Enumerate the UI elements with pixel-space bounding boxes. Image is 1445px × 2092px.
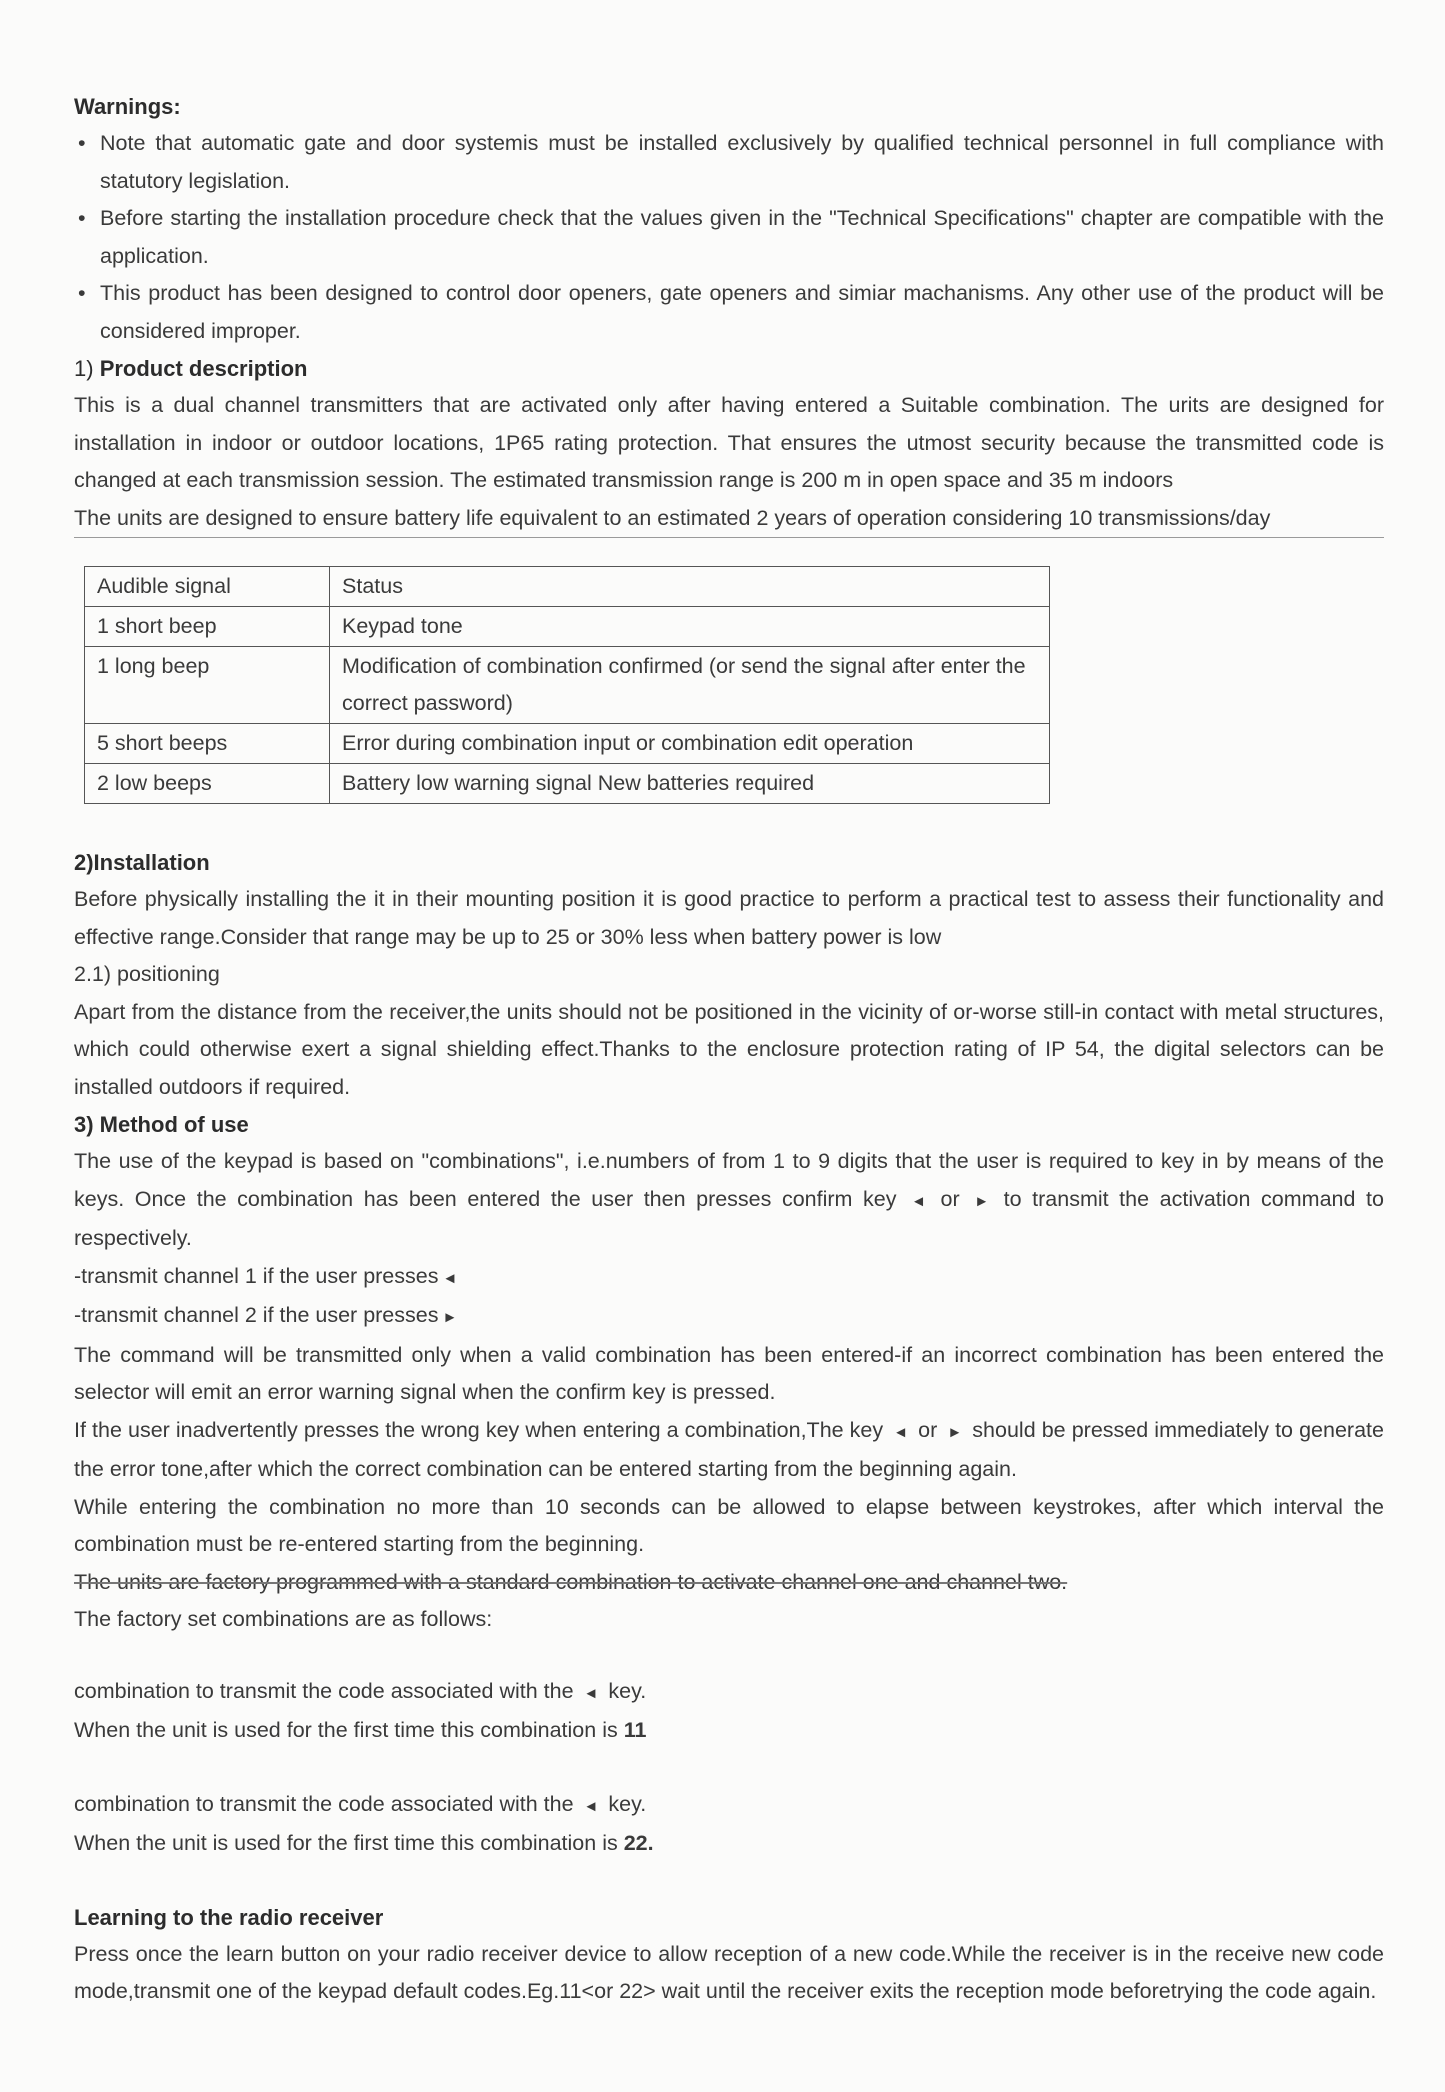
left-arrow-key-icon: ◄: [583, 1684, 599, 1702]
default-combination-value: 22.: [623, 1831, 654, 1855]
table-cell-signal: 1 short beep: [85, 607, 330, 647]
document-body: [74, 88, 1384, 2011]
learning-heading: Learning to the radio receiver: [74, 1904, 384, 1930]
spacer: [74, 1863, 1384, 1899]
section-number: 1): [74, 356, 94, 381]
method-paragraph-2: The command will be transmitted only when a valid combination has been entered-if an incorrect combination has been entered the selector will emit an error warning signal when the confirm key is pressed.: [74, 1342, 1384, 1404]
table-cell-status: Battery low warning signal New batteries required: [330, 764, 1050, 804]
audible-signal-table: [84, 566, 1050, 804]
warnings-list: [74, 125, 1384, 350]
table-header-row: [85, 567, 1050, 607]
channel-2-line: -transmit channel 2 if the user presses ►: [74, 1297, 1384, 1337]
table-cell-signal: 2 low beeps: [85, 764, 330, 804]
installation-heading: 2)Installation: [74, 850, 210, 875]
combination-1-line: combination to transmit the code associated with the ◄ key.: [74, 1673, 1384, 1713]
table-row: [85, 724, 1050, 764]
right-arrow-key-icon: ►: [974, 1192, 990, 1210]
warning-item: • This product has been designed to control door openers, gate openers and simiar machanisms. Any other use of the product will be considered improper.: [74, 275, 1384, 350]
product-description-battery-line: The units are designed to ensure battery life equivalent to an estimated 2 years of operation considering 10 transmissions/day: [74, 500, 1384, 539]
method-of-use-heading: 3) Method of use: [74, 1112, 249, 1137]
method-paragraph-1: The use of the keypad is based on "combinations", i.e.numbers of from 1 to 9 digits that the user is required to key in by means of the keys. Once the combination has been entered the user then presses confirm key ◄ or ► to transmit the activation command to respectively.: [74, 1149, 1384, 1250]
product-description-text: This is a dual channel transmitters that are activated only after having entered a Suitable combination. The urits are designed for installation in indoor or outdoor locations, 1P65 rating protection. That ensures the utmost security because the transmitted code is changed at each transmission session. The estimated transmission range is 200 m in open space and 35 m indoors: [74, 393, 1384, 492]
method-paragraph-6: The factory set combinations are as follows:: [74, 1607, 493, 1631]
spacer: [74, 1639, 1384, 1673]
table-row: [85, 647, 1050, 724]
table-row: [85, 764, 1050, 804]
combination-2-default-line: When the unit is used for the first time this combination is 22.: [74, 1831, 654, 1855]
method-paragraph-3: If the user inadvertently presses the wrong key when entering a combination,The key ◄ or ► should be pressed immediately to generate the error tone,after which the correct combination can be entered starting from the beginning again.: [74, 1412, 1384, 1489]
left-arrow-key-icon: ◄: [911, 1192, 926, 1210]
positioning-text: Apart from the distance from the receiver,the units should not be positioned in the vicinity of or-worse still-in contact with metal structures, which could otherwise exert a signal shielding effect.Thanks to the enclosure protection rating of IP 54, the digital selectors can be installed outdoors if required.: [74, 999, 1384, 1099]
channel-1-line: -transmit channel 1 if the user presses ◄: [74, 1258, 1384, 1298]
bullet-icon: •: [78, 131, 86, 155]
column-header-audible-signal: Audible signal: [85, 567, 330, 607]
table-cell-status: Modification of combination confirmed (or send the signal after enter the correct password): [330, 647, 1050, 724]
bullet-icon: •: [78, 206, 86, 230]
table-cell-signal: 1 long beep: [85, 647, 330, 724]
bullet-icon: •: [78, 281, 86, 305]
warnings-title: Warnings:: [74, 94, 181, 119]
table-cell-status: Keypad tone: [330, 607, 1050, 647]
left-arrow-key-icon: ◄: [583, 1797, 599, 1815]
learning-text: Press once the learn button on your radio receiver device to allow reception of a new code.While the receiver is in the receive new code mode,transmit one of the keypad default codes.Eg.11<or 22> wait until the receiver exits the reception mode beforetrying the code again.: [74, 1941, 1384, 2003]
default-combination-value: 11: [623, 1718, 647, 1742]
column-header-status: Status: [330, 567, 1050, 607]
combination-2-line: combination to transmit the code associated with the ◄ key.: [74, 1786, 1384, 1826]
product-description-heading: [74, 350, 1384, 387]
right-arrow-key-icon: ►: [442, 1309, 458, 1326]
positioning-subheading: 2.1) positioning: [74, 962, 220, 986]
method-paragraph-4: While entering the combination no more than 10 seconds can be allowed to elapse between keystrokes, after which interval the combination must be re-entered starting from the beginning.: [74, 1494, 1384, 1556]
installation-text: Before physically installing the it in their mounting position it is good practice to perform a practical test to assess their functionality and effective range.Consider that range may be up to 25 or 30% less when battery power is low: [74, 887, 1384, 949]
right-arrow-key-icon: ►: [947, 1423, 963, 1441]
spacer: [74, 1750, 1384, 1786]
warning-item: • Note that automatic gate and door systemis must be installed exclusively by qualified technical personnel in full compliance with statutory legislation.: [74, 125, 1384, 200]
section-title: Product description: [99, 356, 308, 381]
table-row: [85, 607, 1050, 647]
left-arrow-key-icon: ◄: [893, 1423, 909, 1441]
warning-item: • Before starting the installation procedure check that the values given in the "Technical Specifications" chapter are compatible with the application.: [74, 200, 1384, 275]
left-arrow-key-icon: ◄: [442, 1269, 458, 1287]
method-paragraph-5: The units are factory programmed with a standard combination to activate channel one and channel two.: [74, 1569, 1068, 1594]
table-cell-status: Error during combination input or combination edit operation: [330, 724, 1050, 764]
combination-1-default-line: When the unit is used for the first time this combination is 11: [74, 1718, 647, 1742]
table-cell-signal: 5 short beeps: [85, 724, 330, 764]
